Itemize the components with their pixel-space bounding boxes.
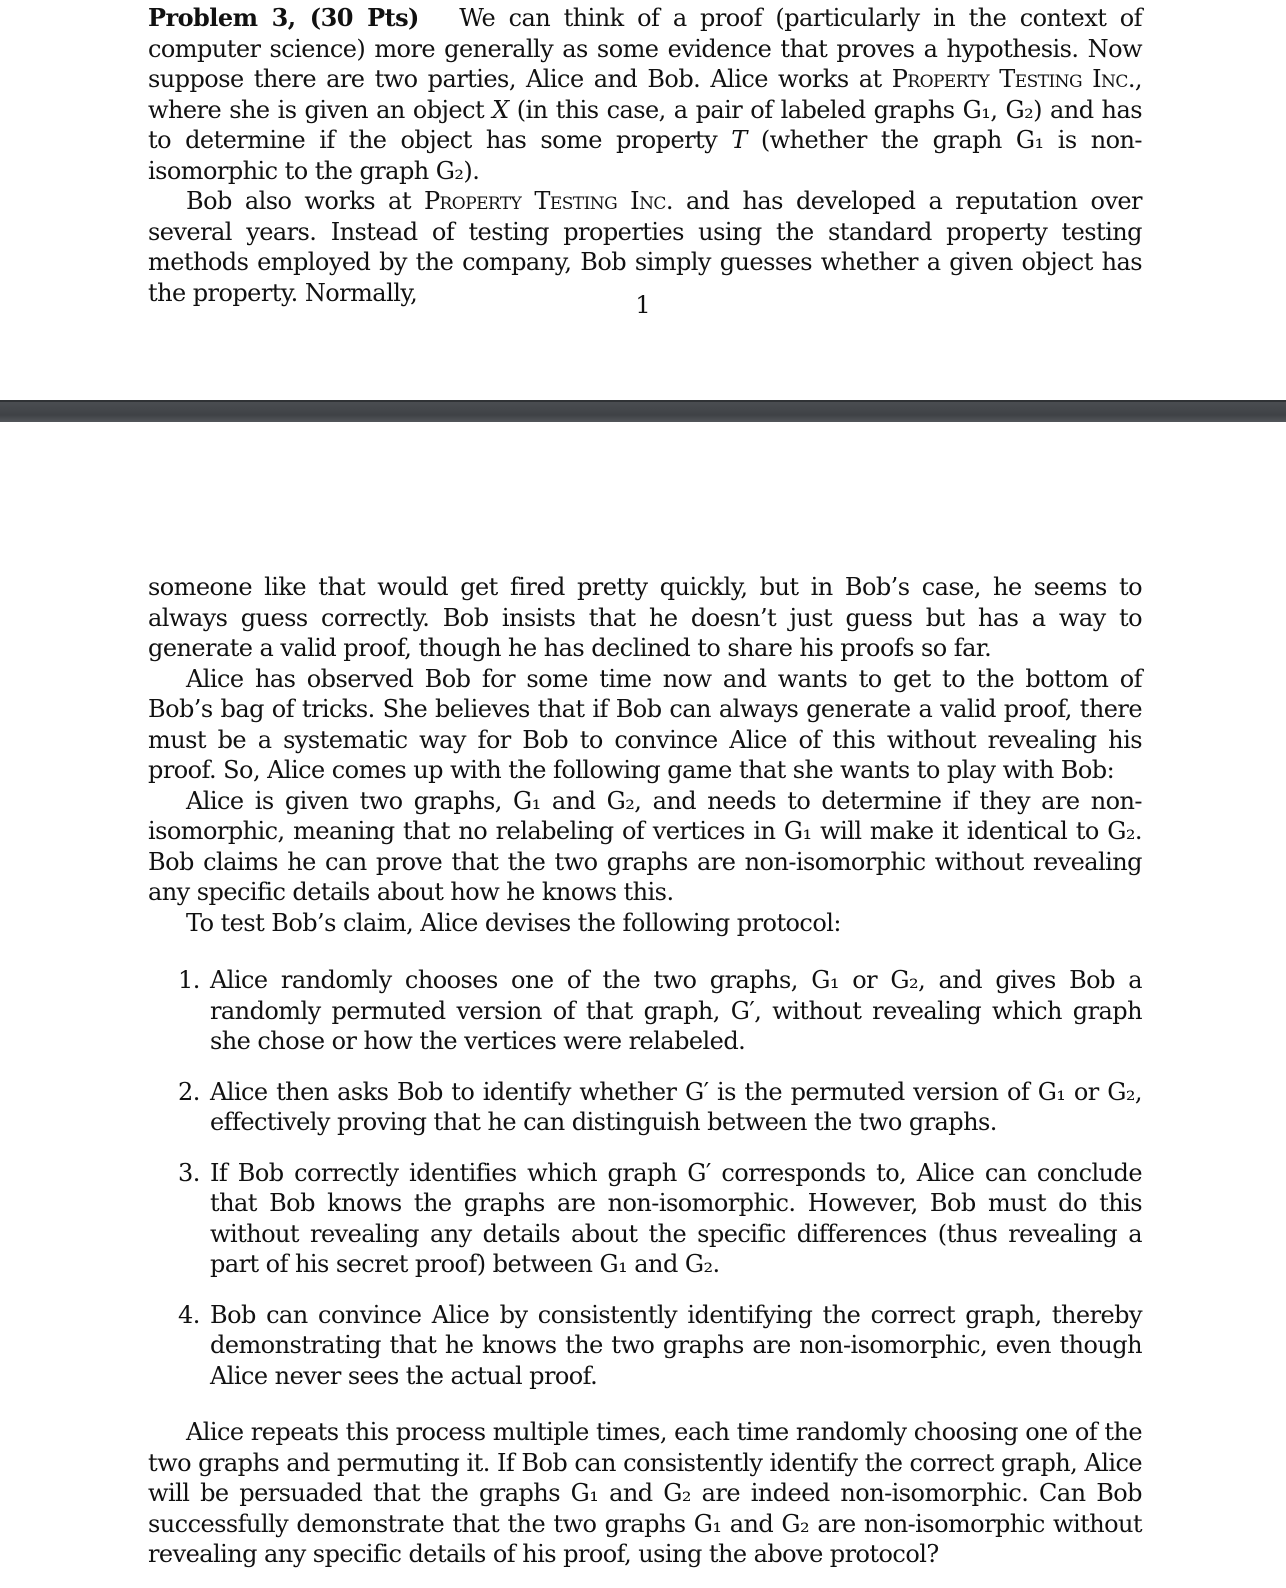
list-item-number: 1.	[178, 966, 200, 994]
protocol-intro-paragraph: To test Bob’s claim, Alice devises the following protocol:	[186, 908, 841, 937]
bob-text-a: Bob also works at	[186, 187, 424, 215]
bob-text-b: and has developed a reputation over several years. Instead of testing properties using the standard property testing methods employed by the company, Bob simply guesses whether a given object has the property. Normally,	[148, 187, 1142, 307]
alice-observation-paragraph: Alice has observed Bob for some time now and wants to get to the bottom of Bob’s bag of tricks. She believes that if Bob can always generate a valid proof, there must be a systematic way for Bob to convince Alice of this without revealing his proof. So, Alice comes up with the following game that she wants to play with Bob:	[148, 664, 1142, 784]
intro-text-c: (in this case, a pair of labeled graphs G₁, G₂) and has to determine if the object has some property	[148, 95, 1142, 154]
list-item	[148, 1300, 1142, 1392]
page-two-text	[148, 572, 1142, 1570]
protocol-steps-list	[148, 965, 1142, 1391]
list-item-number: 4.	[178, 1300, 200, 1329]
list-item-text: Bob can convince Alice by consistently identifying the correct graph, thereby demonstrating that he knows the two graphs are non-isomorphic, even though Alice never sees the actual proof.	[210, 1300, 1142, 1390]
list-item-number: 3.	[178, 1158, 200, 1187]
graphs-paragraph: Alice is given two graphs, G₁ and G₂, and needs to determine if they are non-isomorphic, meaning that no relabeling of vertices in G₁ will make it identical to G₂. Bob claims he can prove that the two graphs are non-isomorphic without revealing any specific details about how he knows this.	[148, 786, 1142, 906]
problem-intro-paragraph	[148, 3, 1142, 186]
list-item	[148, 1077, 1142, 1138]
list-item-text: If Bob correctly identifies which graph G′ corresponds to, Alice can conclude that Bob knows the graphs are non-isomorphic. However, Bob must do this without revealing any details about the specific differences (thus revealing a part of his secret proof) between G₁ and G₂.	[210, 1158, 1142, 1278]
page-divider	[0, 400, 1286, 424]
problem-heading: Problem 3, (30 Pts)	[148, 3, 419, 32]
list-spacer	[148, 938, 1142, 965]
company-name-repeat: Property Testing Inc.	[423, 187, 673, 215]
list-item-number: 2.	[178, 1077, 200, 1106]
continued-paragraph: someone like that would get fired pretty quickly, but in Bob’s case, he seems to always guess correctly. Bob insists that he doesn’t just guess but has a way to generate a valid proof, though he has declined to share his proofs so far.	[148, 573, 1142, 662]
intro-text-b: , where she is given an object	[148, 65, 1142, 124]
page-one-text	[148, 3, 1142, 308]
conclusion-question-paragraph: Alice repeats this process multiple times, each time randomly choosing one of the two graphs and permuting it. If Bob can consistently identify the correct graph, Alice will be persuaded that the graphs G₁ and G₂ are indeed non-isomorphic. Can Bob successfully demonstrate that the two graphs G₁ and G₂ are non-isomorphic without revealing any specific details of his proof, using the above protocol?	[148, 1418, 1142, 1568]
list-item-text: Alice randomly chooses one of the two graphs, G₁ or G₂, and gives Bob a randomly permuted version of that graph, G′, without revealing which graph she chose or how the vertices were relabeled.	[210, 966, 1142, 1055]
variable-x: X	[492, 95, 509, 124]
intro-text-d: (whether the graph G₁ is non-isomorphic to the graph G₂).	[148, 126, 1142, 185]
list-item	[148, 1158, 1142, 1280]
page-number: 1	[635, 291, 651, 319]
variable-t: T	[731, 126, 747, 154]
list-item	[148, 965, 1142, 1057]
page-one	[0, 0, 1286, 400]
company-name: Property Testing Inc.	[891, 65, 1135, 93]
list-item-text: Alice then asks Bob to identify whether G′ is the permuted version of G₁ or G₂, effectively proving that he can distinguish between the two graphs.	[210, 1077, 1142, 1136]
bob-paragraph	[148, 186, 1142, 308]
intro-text-a: We can think of a proof (particularly in the context of computer science) more generally as some evidence that proves a hypothesis. Now suppose there are two parties, Alice and Bob. Alice works at	[148, 4, 1142, 93]
page-two	[0, 422, 1286, 1588]
